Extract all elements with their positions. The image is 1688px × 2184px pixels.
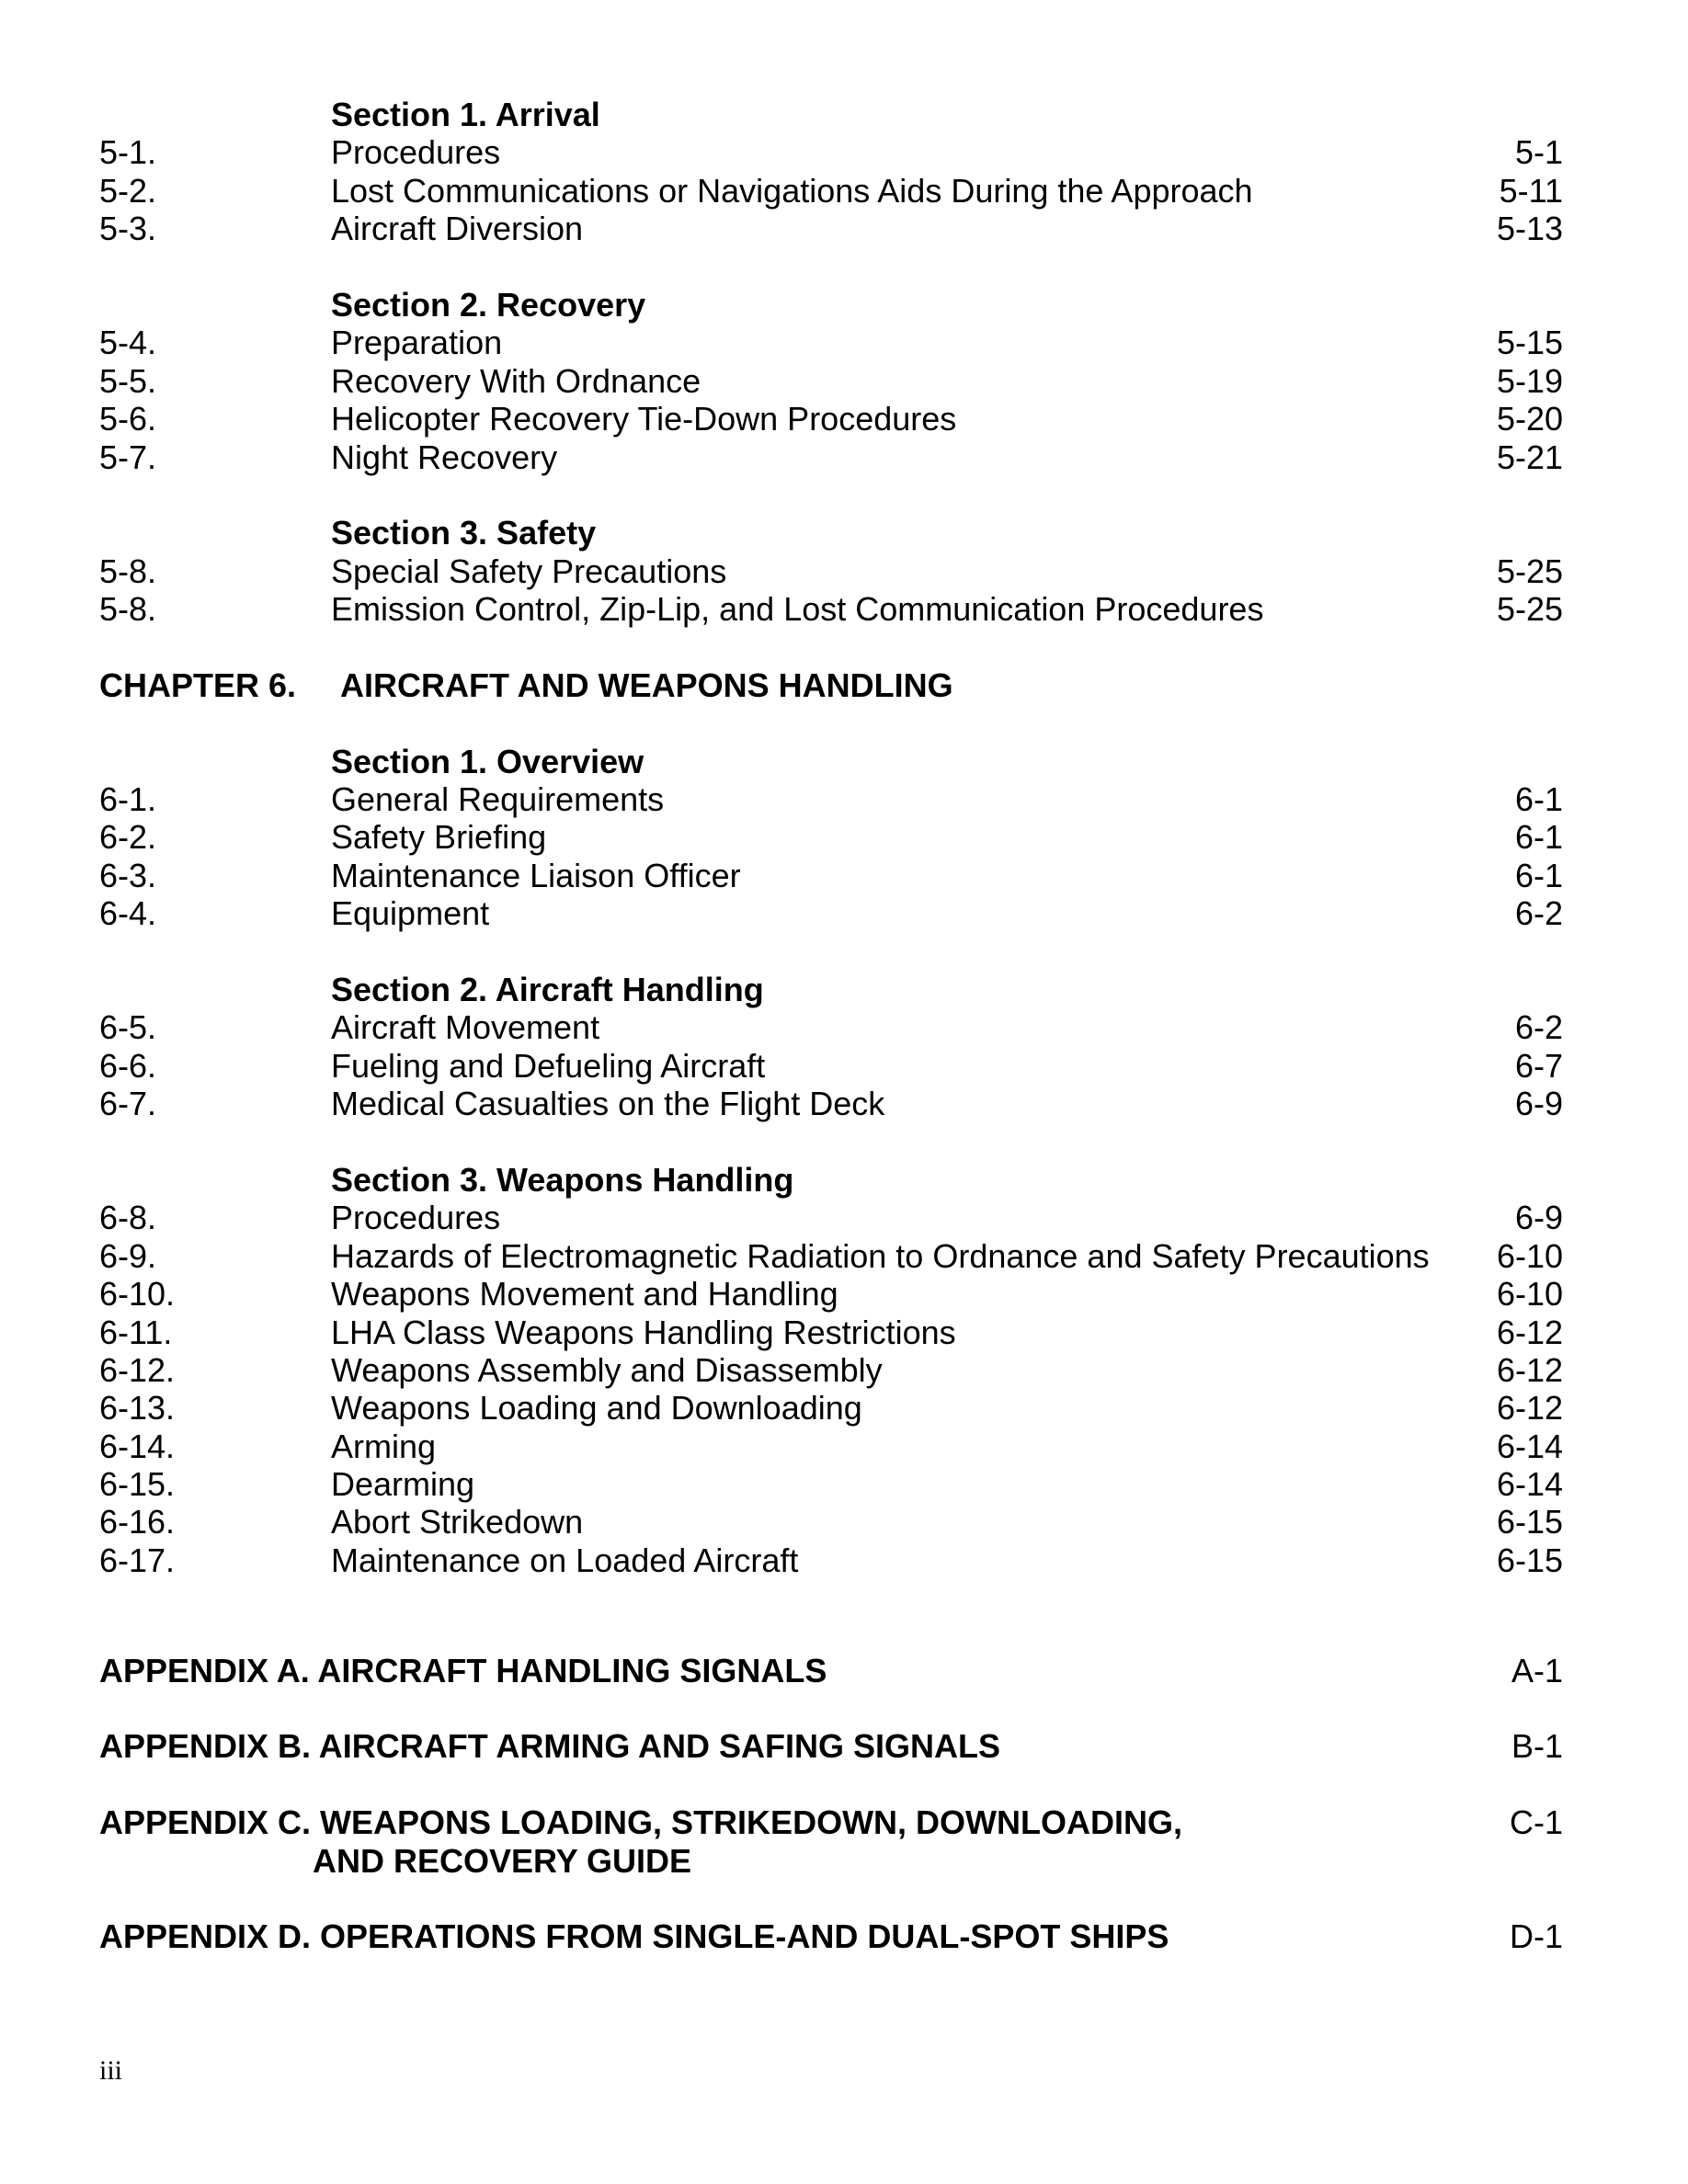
entry-page: 5-25 xyxy=(1496,552,1563,590)
entry-title: Dearming xyxy=(331,1465,475,1504)
entry-number: 6-9. xyxy=(99,1236,157,1275)
entry-page: 5-15 xyxy=(1496,324,1563,362)
toc-entry[interactable] xyxy=(99,210,1563,247)
entry-title: LHA Class Weapons Handling Restrictions xyxy=(331,1313,956,1351)
entry-title: Procedures xyxy=(331,133,501,172)
entry-title: Lost Communications or Navigations Aids During the Approach xyxy=(331,171,1253,210)
entry-page: 6-10 xyxy=(1496,1275,1563,1314)
entry-title: Emission Control, Zip-Lip, and Lost Communication Procedures xyxy=(331,590,1264,629)
entry-number: 6-8. xyxy=(99,1199,157,1237)
entry-number: 6-14. xyxy=(99,1427,176,1465)
entry-number: 6-1. xyxy=(99,780,157,819)
entry-page: 5-25 xyxy=(1496,590,1563,629)
toc-entry[interactable] xyxy=(99,400,1563,438)
toc-entry[interactable] xyxy=(99,780,1563,818)
entry-page: 5-13 xyxy=(1496,210,1563,248)
entry-title: Preparation xyxy=(331,324,503,362)
entry-page: 6-12 xyxy=(1496,1389,1563,1428)
toc-entry[interactable] xyxy=(99,324,1563,361)
entry-number: 6-2. xyxy=(99,818,157,857)
entry-title: Weapons Movement and Handling xyxy=(331,1275,838,1314)
entry-page: 5-11 xyxy=(1499,171,1563,210)
entry-page: 6-1 xyxy=(1514,818,1563,857)
entry-page: 6-7 xyxy=(1514,1046,1563,1085)
toc-entry[interactable] xyxy=(99,172,1563,210)
entry-page: 6-15 xyxy=(1496,1541,1563,1579)
toc-entry[interactable] xyxy=(99,818,1563,856)
toc-entry[interactable] xyxy=(99,1503,1563,1541)
entry-page: 5-19 xyxy=(1496,361,1563,400)
toc-entry[interactable] xyxy=(99,133,1563,171)
entry-page: 6-14 xyxy=(1496,1465,1563,1504)
entry-number: 5-3. xyxy=(99,210,157,248)
entry-number: 5-6. xyxy=(99,400,157,438)
appendix-title-continued: AND RECOVERY GUIDE xyxy=(313,1841,692,1880)
entry-page: 6-14 xyxy=(1496,1427,1563,1465)
entry-number: 5-8. xyxy=(99,590,157,629)
section-heading: Section 3. Weapons Handling xyxy=(331,1160,794,1199)
entry-title: Safety Briefing xyxy=(331,818,547,857)
entry-title: General Requirements xyxy=(331,780,665,819)
toc-entry[interactable] xyxy=(99,1465,1563,1503)
entry-page: 6-12 xyxy=(1496,1350,1563,1389)
toc-entry[interactable] xyxy=(99,1008,1563,1046)
section-heading: Section 2. Recovery xyxy=(331,285,646,324)
entry-number: 5-5. xyxy=(99,361,157,400)
toc-entry[interactable] xyxy=(99,1389,1563,1427)
toc-entry[interactable] xyxy=(99,1541,1563,1579)
entry-number: 5-7. xyxy=(99,438,157,476)
appendix-title: APPENDIX D. OPERATIONS FROM SINGLE-AND DUAL-SPOT SHIPS xyxy=(99,1917,1169,1956)
appendix-title: APPENDIX B. AIRCRAFT ARMING AND SAFING SIGNALS xyxy=(99,1727,1001,1766)
entry-title: Arming xyxy=(331,1427,437,1465)
toc-entry[interactable] xyxy=(99,1314,1563,1351)
entry-title: Recovery With Ordnance xyxy=(331,361,701,400)
toc-entry[interactable] xyxy=(99,590,1563,628)
entry-title: Aircraft Diversion xyxy=(331,210,584,248)
toc-entry[interactable] xyxy=(99,1351,1563,1389)
entry-title: Maintenance Liaison Officer xyxy=(331,856,741,894)
entry-number: 6-12. xyxy=(99,1350,176,1389)
chapter-title: AIRCRAFT AND WEAPONS HANDLING xyxy=(340,665,953,704)
toc-entry[interactable] xyxy=(99,857,1563,894)
entry-number: 6-13. xyxy=(99,1389,176,1428)
entry-page: 6-10 xyxy=(1496,1236,1563,1275)
entry-title: Abort Strikedown xyxy=(331,1503,584,1541)
appendix-entry-c[interactable] xyxy=(99,1803,1563,1880)
chapter-label: CHAPTER 6. xyxy=(99,665,297,704)
entry-page: 6-12 xyxy=(1496,1313,1563,1351)
section-heading: Section 2. Aircraft Handling xyxy=(331,970,764,1008)
entry-page: 6-9 xyxy=(1514,1199,1563,1237)
appendix-title: APPENDIX A. AIRCRAFT HANDLING SIGNALS xyxy=(99,1651,827,1689)
entry-title: Weapons Loading and Downloading xyxy=(331,1389,862,1428)
section-heading: Section 1. Overview xyxy=(331,742,644,780)
entry-number: 6-16. xyxy=(99,1503,176,1541)
entry-number: 5-1. xyxy=(99,133,157,172)
entry-number: 6-5. xyxy=(99,1008,157,1047)
toc-entry[interactable] xyxy=(99,1199,1563,1236)
entry-number: 6-7. xyxy=(99,1085,157,1123)
entry-page: 6-1 xyxy=(1514,780,1563,819)
appendix-entry-d[interactable] xyxy=(99,1917,1563,1955)
entry-title: Maintenance on Loaded Aircraft xyxy=(331,1541,799,1579)
toc-entry[interactable] xyxy=(99,1047,1563,1085)
chapter-heading[interactable] xyxy=(99,666,1563,704)
appendix-entry-b[interactable] xyxy=(99,1727,1563,1765)
entry-number: 5-2. xyxy=(99,171,157,210)
entry-page: 5-21 xyxy=(1496,438,1563,476)
entry-number: 6-4. xyxy=(99,894,157,933)
entry-title: Aircraft Movement xyxy=(331,1008,600,1047)
appendix-title: APPENDIX C. WEAPONS LOADING, STRIKEDOWN, DOWNLOADING, xyxy=(99,1803,1183,1842)
toc-entry[interactable] xyxy=(99,894,1563,932)
entry-number: 6-6. xyxy=(99,1046,157,1085)
appendix-page: D-1 xyxy=(1509,1917,1563,1956)
entry-title: Special Safety Precautions xyxy=(331,552,727,590)
entry-title: Night Recovery xyxy=(331,438,558,476)
page-number: iii xyxy=(99,2055,123,2086)
entry-page: 5-20 xyxy=(1496,400,1563,438)
appendix-page: A-1 xyxy=(1511,1651,1563,1689)
appendix-page: B-1 xyxy=(1511,1727,1563,1766)
entry-title: Procedures xyxy=(331,1199,501,1237)
entry-title: Equipment xyxy=(331,894,490,933)
entry-page: 6-15 xyxy=(1496,1503,1563,1541)
entry-page: 6-2 xyxy=(1514,894,1563,933)
entry-title: Fueling and Defueling Aircraft xyxy=(331,1046,766,1085)
appendix-entry-a[interactable] xyxy=(99,1652,1563,1689)
toc-entry[interactable] xyxy=(99,362,1563,400)
section-heading: Section 1. Arrival xyxy=(331,96,600,133)
toc-entry[interactable] xyxy=(99,552,1563,590)
entry-page: 6-9 xyxy=(1514,1085,1563,1123)
entry-number: 6-10. xyxy=(99,1275,176,1314)
entry-number: 6-17. xyxy=(99,1541,176,1579)
entry-title: Helicopter Recovery Tie-Down Procedures xyxy=(331,400,957,438)
entry-number: 6-15. xyxy=(99,1465,176,1504)
entry-title: Hazards of Electromagnetic Radiation to Ordnance and Safety Precautions xyxy=(331,1236,1430,1275)
entry-number: 5-4. xyxy=(99,324,157,362)
toc-entry[interactable] xyxy=(99,1428,1563,1465)
entry-number: 6-11. xyxy=(99,1313,173,1351)
section-heading: Section 3. Safety xyxy=(331,514,597,552)
entry-title: Medical Casualties on the Flight Deck xyxy=(331,1085,885,1123)
toc-entry[interactable] xyxy=(99,1237,1563,1275)
toc-entry[interactable] xyxy=(99,438,1563,476)
entry-title: Weapons Assembly and Disassembly xyxy=(331,1350,883,1389)
appendix-page: C-1 xyxy=(1509,1803,1563,1842)
entry-page: 6-1 xyxy=(1514,856,1563,894)
entry-page: 5-1 xyxy=(1514,133,1563,172)
entry-page: 6-2 xyxy=(1514,1008,1563,1047)
entry-number: 6-3. xyxy=(99,856,157,894)
toc-entry[interactable] xyxy=(99,1085,1563,1122)
toc-entry[interactable] xyxy=(99,1275,1563,1313)
entry-number: 5-8. xyxy=(99,552,157,590)
table-of-contents xyxy=(99,96,1563,1956)
